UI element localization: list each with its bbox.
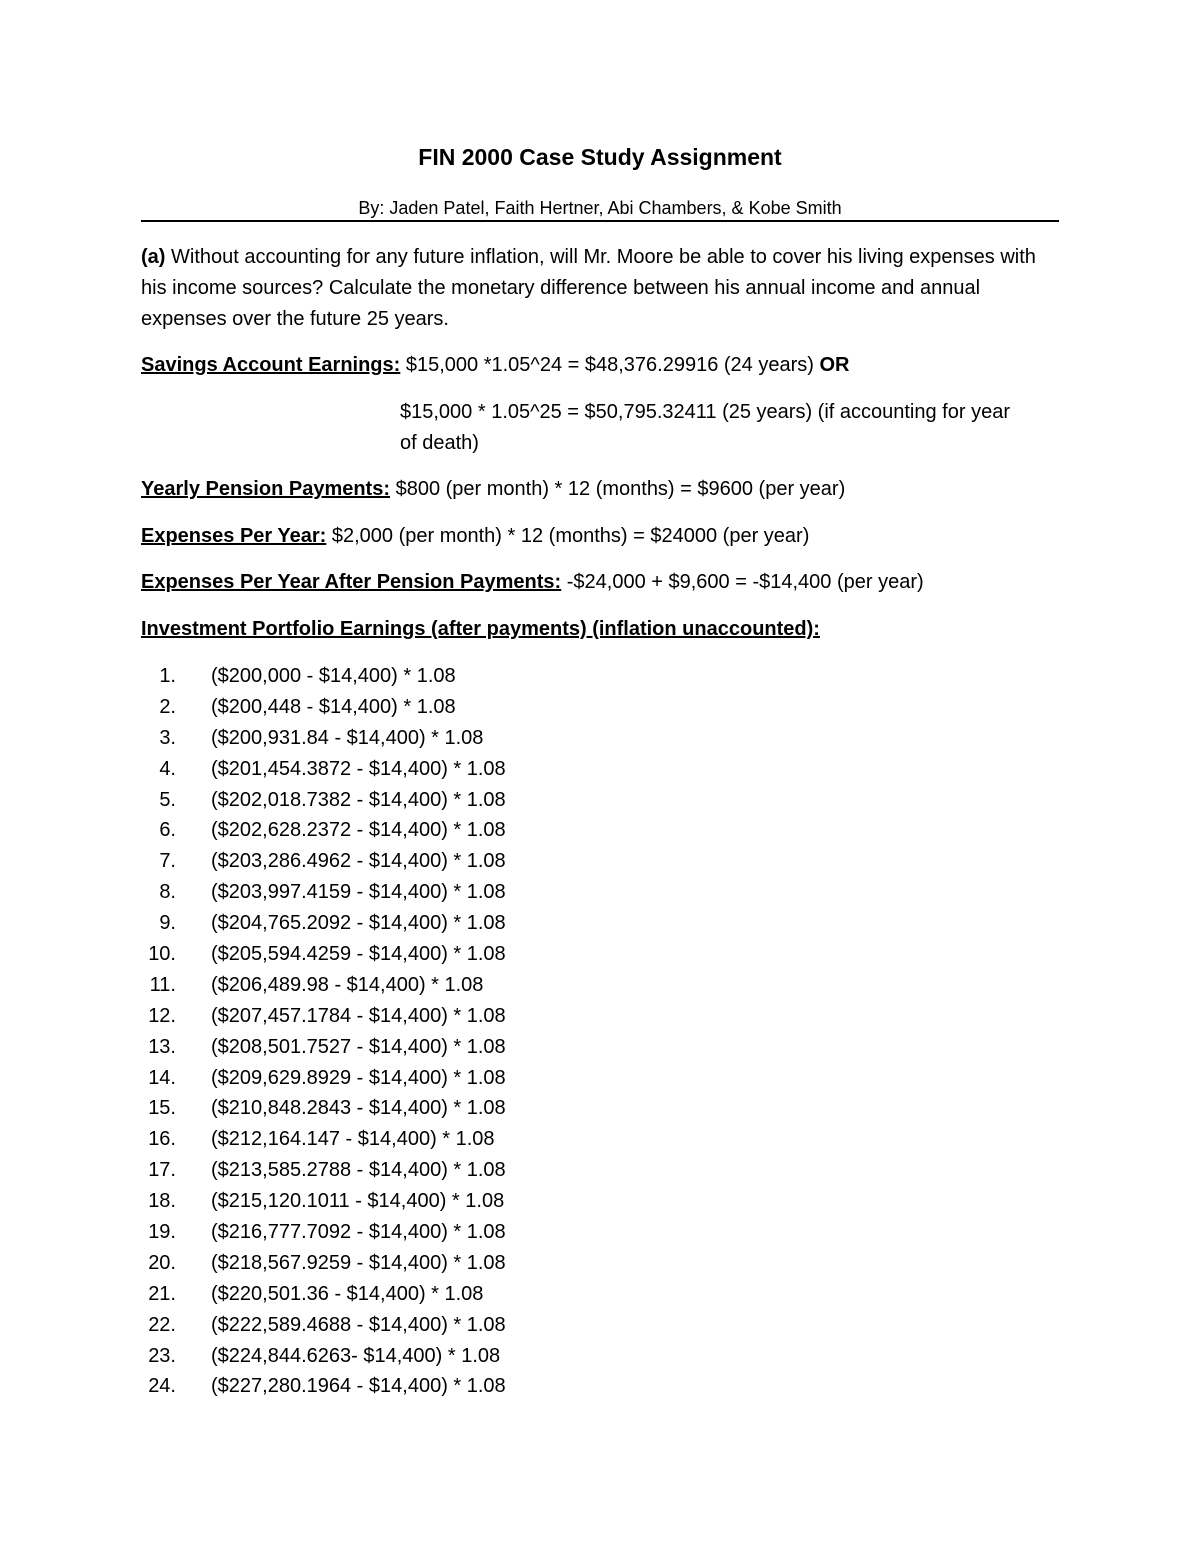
list-item-number: 16.: [148, 1128, 176, 1151]
expenses-after-calc: -$24,000 + $9,600 = -$14,400 (per year): [561, 571, 924, 593]
list-item-number: 4.: [159, 757, 176, 780]
list-item-expression: ($215,120.1011 - $14,400) * 1.08: [211, 1190, 505, 1213]
list-item-number: 8.: [159, 881, 176, 904]
list-item-number: 13.: [148, 1035, 176, 1058]
savings-label: Savings Account Earnings:: [141, 354, 401, 376]
expenses-label: Expenses Per Year:: [141, 525, 327, 547]
expenses-calc: $2,000 (per month) * 12 (months) = $24000 (per year): [326, 525, 810, 547]
list-item: [141, 1124, 495, 1155]
list-item-expression: ($209,629.8929 - $14,400) * 1.08: [211, 1066, 506, 1089]
list-item-expression: ($222,589.4688 - $14,400) * 1.08: [211, 1313, 506, 1336]
list-item-expression: ($202,018.7382 - $14,400) * 1.08: [211, 788, 506, 811]
list-item: [141, 1186, 505, 1217]
list-item-number: 14.: [148, 1066, 176, 1089]
title-divider: [141, 220, 1059, 222]
list-item-number: 15.: [148, 1097, 176, 1120]
list-item-expression: ($205,594.4259 - $14,400) * 1.08: [211, 943, 506, 966]
question-label: (a): [141, 246, 166, 268]
list-item-expression: ($220,501.36 - $14,400) * 1.08: [211, 1282, 484, 1305]
list-item: [141, 970, 484, 1001]
list-item-number: 11.: [149, 973, 176, 996]
list-item-number: 3.: [159, 726, 176, 749]
list-item-expression: ($200,000 - $14,400) * 1.08: [211, 665, 456, 687]
savings-or: OR: [819, 354, 850, 376]
pension-calc: $800 (per month) * 12 (months) = $9600 (per year): [390, 478, 846, 500]
list-item-number: 18.: [148, 1190, 176, 1213]
list-item: [141, 785, 506, 816]
list-item: [141, 815, 506, 846]
list-item: [141, 1341, 501, 1372]
expenses-line: [141, 521, 809, 552]
list-item-expression: ($202,628.2372 - $14,400) * 1.08: [211, 819, 506, 842]
list-item-expression: ($203,286.4962 - $14,400) * 1.08: [211, 850, 506, 873]
list-item-number: 1.: [159, 665, 176, 687]
list-item: [141, 1001, 506, 1032]
list-item-number: 6.: [159, 819, 176, 842]
list-item-number: 23.: [148, 1344, 176, 1367]
list-item-expression: ($218,567.9259 - $14,400) * 1.08: [211, 1251, 506, 1274]
list-item-number: 21.: [148, 1282, 176, 1305]
list-item-expression: ($203,997.4159 - $14,400) * 1.08: [211, 881, 506, 904]
savings-calc-24: $15,000 *1.05^24 = $48,376.29916 (24 years): [400, 354, 820, 376]
list-item: [141, 1217, 506, 1248]
list-item: [141, 754, 506, 785]
portfolio-heading: [141, 614, 820, 645]
list-item-expression: ($204,765.2092 - $14,400) * 1.08: [211, 912, 506, 935]
list-item-number: 9.: [159, 912, 176, 935]
list-item-number: 19.: [148, 1221, 176, 1244]
list-item-expression: ($210,848.2843 - $14,400) * 1.08: [211, 1097, 506, 1120]
list-item-expression: ($206,489.98 - $14,400) * 1.08: [211, 973, 484, 996]
list-item-expression: ($200,931.84 - $14,400) * 1.08: [211, 726, 484, 749]
document-authors: By: Jaden Patel, Faith Hertner, Abi Chambers, & Kobe Smith: [358, 198, 842, 218]
list-item-expression: ($208,501.7527 - $14,400) * 1.08: [211, 1035, 506, 1058]
question-a: [141, 242, 1041, 335]
portfolio-label: Investment Portfolio Earnings (after payments) (inflation unaccounted):: [141, 618, 820, 640]
list-item-expression: ($213,585.2788 - $14,400) * 1.08: [211, 1159, 506, 1182]
list-item: [141, 1310, 506, 1341]
document-title: FIN 2000 Case Study Assignment: [418, 144, 782, 170]
list-item: [141, 723, 484, 754]
list-item: [141, 1063, 506, 1094]
list-item-number: 22.: [148, 1313, 176, 1336]
list-item-number: 2.: [159, 695, 176, 718]
portfolio-list: [141, 661, 506, 1402]
list-item-expression: ($201,454.3872 - $14,400) * 1.08: [211, 757, 506, 780]
list-item: [141, 1279, 484, 1310]
list-item-number: 24.: [148, 1375, 176, 1398]
expenses-after-label: Expenses Per Year After Pension Payments:: [141, 571, 562, 593]
list-item: [141, 1093, 506, 1124]
list-item-expression: ($212,164.147 - $14,400) * 1.08: [211, 1128, 495, 1151]
savings-calc-25: $15,000 * 1.05^25 = $50,795.32411 (25 years) (if accounting for year of death): [400, 401, 1010, 454]
list-item-number: 10.: [148, 943, 176, 966]
list-item-number: 7.: [159, 850, 176, 873]
question-text: Without accounting for any future inflation, will Mr. Moore be able to cover his living expenses with his income sources? Calculate the monetary difference between his annual income and annual expenses over the future 25 years.: [141, 246, 1036, 330]
list-item: [141, 846, 506, 877]
list-item-number: 20.: [148, 1251, 176, 1274]
list-item: [141, 1155, 506, 1186]
list-item-number: 17.: [148, 1159, 176, 1182]
savings-line: [141, 350, 849, 381]
list-item: [141, 877, 506, 908]
list-item: [141, 1032, 506, 1063]
list-item-expression: ($207,457.1784 - $14,400) * 1.08: [211, 1004, 506, 1027]
list-item: [141, 692, 456, 723]
list-item-number: 12.: [148, 1004, 176, 1027]
list-item: [141, 939, 506, 970]
list-item-expression: ($227,280.1964 - $14,400) * 1.08: [211, 1375, 506, 1398]
list-item-expression: ($200,448 - $14,400) * 1.08: [211, 695, 456, 718]
list-item: [141, 1371, 506, 1402]
list-item: [141, 908, 506, 939]
list-item-expression: ($224,844.6263- $14,400) * 1.08: [211, 1344, 501, 1367]
pension-label: Yearly Pension Payments:: [141, 478, 391, 500]
list-item: [141, 661, 456, 692]
expenses-after-line: [141, 567, 924, 598]
list-item-number: 5.: [159, 788, 176, 811]
pension-line: [141, 474, 845, 505]
list-item: [141, 1248, 506, 1279]
list-item-expression: ($216,777.7092 - $14,400) * 1.08: [211, 1221, 506, 1244]
